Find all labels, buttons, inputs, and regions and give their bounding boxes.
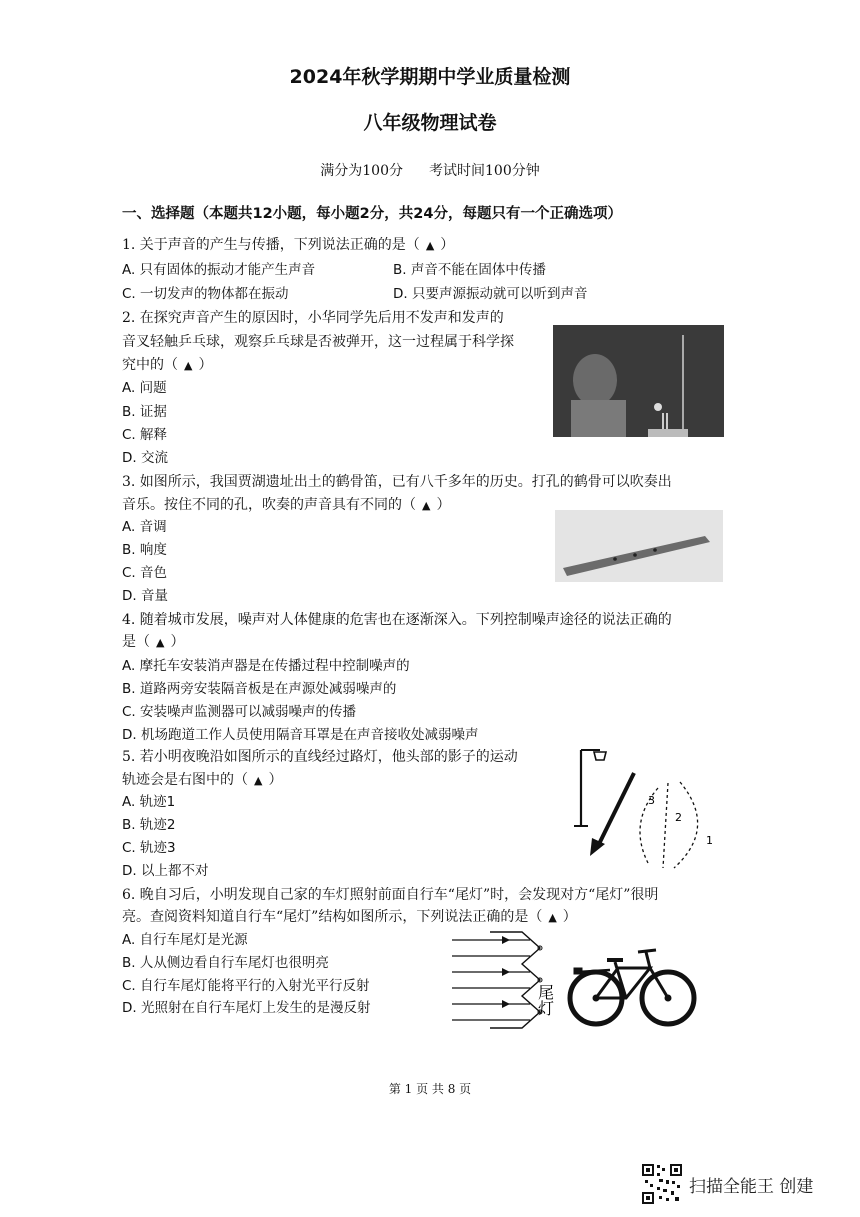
trajectory-label-2: 2	[675, 811, 682, 824]
q6-option-d: D. 光照射在自行车尾灯上发生的是漫反射	[122, 1000, 371, 1016]
q2-stem-line3: 究中的（ ▲ ）	[122, 357, 213, 373]
q1-option-d: D. 只要声源振动就可以听到声音	[393, 286, 588, 302]
q2-option-b: B. 证据	[122, 404, 167, 420]
answer-mark-icon: ▲	[425, 239, 435, 252]
camscanner-text: 扫描全能王 创建	[689, 1176, 814, 1197]
q5-option-d: D. 以上都不对	[122, 863, 209, 879]
q2-stem-line2: 音叉轻触乒乓球，观察乒乓球是否被弹开，这一过程属于科学探	[122, 334, 514, 350]
q4-stem-line2: 是（ ▲ ）	[122, 634, 185, 650]
full-score: 满分为100分	[320, 163, 403, 179]
q5-stem-line1: 5. 若小明夜晚沿如图所示的直线经过路灯，他头部的影子的运动	[122, 749, 518, 765]
q3-stem-line1: 3. 如图所示，我国贾湖遗址出土的鹤骨笛，已有八千多年的历史。打孔的鹤骨可以吹奏出	[122, 474, 672, 490]
section-heading: 一、选择题（本题共12小题，每小题2分，共24分，每题只有一个正确选项）	[122, 206, 622, 222]
q5-stem-line2: 轨迹会是右图中的（ ▲ ）	[122, 772, 283, 788]
answer-mark-icon: ▲	[548, 911, 557, 924]
q4-option-d: D. 机场跑道工作人员使用隔音耳罩是在声音接收处减弱噪声	[122, 727, 479, 743]
streetlight-trajectory-figure	[568, 738, 728, 873]
trajectory-label-3: 3	[648, 794, 655, 807]
q4-stem-line1: 4. 随着城市发展，噪声对人体健康的危害也在逐渐深入。下列控制噪声途径的说法正确的	[122, 612, 672, 628]
answer-mark-icon: ▲	[422, 499, 431, 512]
q3-option-a: A. 音调	[122, 519, 167, 535]
q6-option-c: C. 自行车尾灯能将平行的入射光平行反射	[122, 978, 370, 994]
q3-stem-line2: 音乐。按住不同的孔，吹奏的声音具有不同的（ ▲ ）	[122, 497, 451, 513]
answer-mark-icon: ▲	[156, 636, 165, 649]
q2-option-a: A. 问题	[122, 380, 167, 396]
q1-option-a: A. 只有固体的振动才能产生声音	[122, 262, 316, 278]
answer-mark-icon: ▲	[254, 774, 263, 787]
q6-stem-line2: 亮。查阅资料知道自行车“尾灯”结构如图所示，下列说法正确的是（ ▲ ）	[122, 909, 577, 925]
q5-option-c: C. 轨迹3	[122, 840, 176, 856]
exam-meta	[0, 160, 860, 180]
q1-option-c: C. 一切发声的物体都在振动	[122, 286, 289, 302]
exam-time: 考试时间100分钟	[429, 163, 540, 179]
taillight-label: 尾灯	[535, 984, 555, 1016]
q6-option-b: B. 人从侧边看自行车尾灯也很明亮	[122, 955, 329, 971]
exam-subtitle: 八年级物理试卷	[363, 112, 497, 134]
q3-option-d: D. 音量	[122, 588, 168, 604]
answer-mark-icon: ▲	[184, 359, 193, 372]
trajectory-1	[674, 782, 698, 868]
tuning-fork-photo	[553, 325, 724, 437]
camscanner-watermark	[641, 1163, 813, 1205]
bicycle-taillight-figure	[450, 926, 705, 1031]
trajectory-label-1: 1	[706, 834, 713, 847]
bone-flute-photo	[555, 510, 723, 582]
q1-option-b: B. 声音不能在固体中传播	[393, 262, 546, 278]
q1-stem: 1. 关于声音的产生与传播，下列说法正确的是（ ▲ ）	[122, 237, 455, 253]
trajectory-2	[663, 783, 668, 868]
q6-stem-line1: 6. 晚自习后，小明发现自己家的车灯照射前面自行车“尾灯”时，会发现对方“尾灯”很明	[122, 887, 659, 903]
page-footer: 第 1 页 共 8 页	[388, 1082, 472, 1096]
bicycle-icon	[570, 950, 694, 1024]
exam-title: 2024年秋学期期中学业质量检测	[289, 66, 571, 88]
q2-stem-line1: 2. 在探究声音产生的原因时，小华同学先后用不发声和发声的	[122, 310, 504, 326]
q2-option-c: C. 解释	[122, 427, 168, 443]
q2-option-d: D. 交流	[122, 450, 168, 466]
q4-option-a: A. 摩托车安装消声器是在传播过程中控制噪声的	[122, 658, 410, 674]
q5-option-b: B. 轨迹2	[122, 817, 176, 833]
q3-option-c: C. 音色	[122, 565, 168, 581]
q6-option-a: A. 自行车尾灯是光源	[122, 932, 248, 948]
q4-option-c: C. 安装噪声监测器可以减弱噪声的传播	[122, 704, 357, 720]
q5-option-a: A. 轨迹1	[122, 794, 176, 810]
qr-code-icon	[641, 1163, 683, 1205]
q3-option-b: B. 响度	[122, 542, 167, 558]
q4-option-b: B. 道路两旁安装隔音板是在声源处减弱噪声的	[122, 681, 397, 697]
